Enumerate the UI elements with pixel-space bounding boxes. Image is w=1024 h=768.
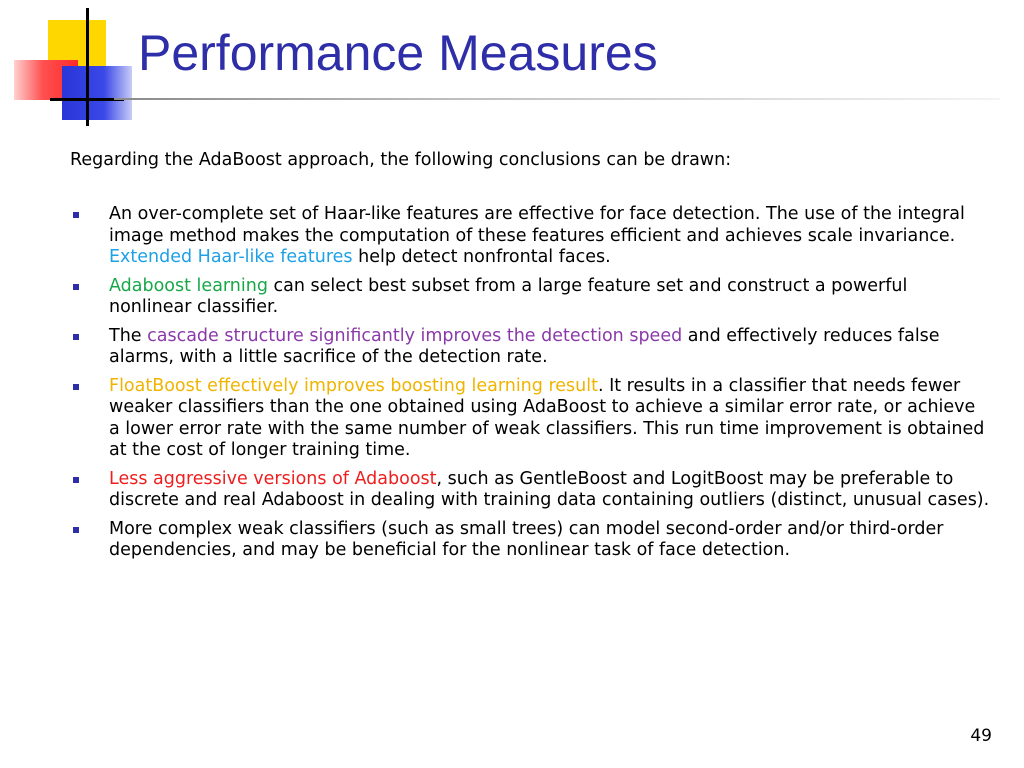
- bullet-text: can select best subset from a large feature set and construct a powerful nonlinear classifier.: [109, 275, 908, 317]
- slide-title: Performance Measures: [138, 25, 658, 81]
- intro-text: Regarding the AdaBoost approach, the following conclusions can be drawn:: [70, 150, 732, 170]
- square-bullet-icon: [73, 212, 79, 218]
- bullet-item: [70, 326, 990, 369]
- logo-horizontal-line: [50, 98, 124, 101]
- bullet-item: [70, 519, 990, 562]
- bullet-text: , such as GentleBoost and LogitBoost may be preferable to discrete and real Adaboost in dealing with training data containing outliers (distinct, unusual cases).: [109, 468, 990, 510]
- bullet-item: [70, 376, 990, 462]
- bullet-item: [70, 276, 990, 319]
- bullet-text: and effectively reduces false alarms, with a little sacrifice of the detection rate.: [109, 325, 940, 367]
- bullet-highlight: cascade structure significantly improves the detection speed: [147, 325, 683, 346]
- square-bullet-icon: [73, 384, 79, 390]
- square-bullet-icon: [73, 527, 79, 533]
- square-bullet-icon: [73, 284, 79, 290]
- bullet-highlight: Extended Haar-like features: [109, 247, 353, 267]
- bullet-text: . It results in a classifier that needs fewer weaker classifiers than the one obtained using AdaBoost to achieve a similar error rate, or achieve a lower error rate with the same number of weak classifiers. This run time improvement is obtained at the cost of longer training time.: [109, 375, 985, 460]
- bullet-item: [70, 469, 990, 512]
- bullet-list: [70, 204, 990, 569]
- bullet-text: The: [109, 325, 148, 346]
- bullet-text: More complex weak classifiers (such as small trees) can model second-order and/or third-order dependencies, and may be beneficial for the nonlinear task of face detection.: [109, 518, 944, 560]
- logo-vertical-line: [86, 8, 89, 126]
- bullet-highlight: Less aggressive versions of Adaboost: [109, 468, 437, 489]
- bullet-text: help detect nonfrontal faces.: [352, 247, 611, 267]
- square-bullet-icon: [73, 334, 79, 340]
- page-number: 49: [970, 726, 992, 746]
- bullet-highlight: FloatBoost effectively improves boosting learning result: [109, 375, 598, 396]
- bullet-item: [70, 204, 990, 269]
- square-bullet-icon: [73, 477, 79, 483]
- bullet-highlight: Adaboost learning: [109, 275, 268, 296]
- bullet-text: An over-complete set of Haar-like features are effective for face detection. The use of the integral image method makes the computation of these features efficient and achieves scale invariance.: [109, 204, 965, 246]
- logo-blue-square: [62, 66, 132, 120]
- slide-logo-decoration: [0, 0, 140, 130]
- title-underline: [114, 98, 1000, 100]
